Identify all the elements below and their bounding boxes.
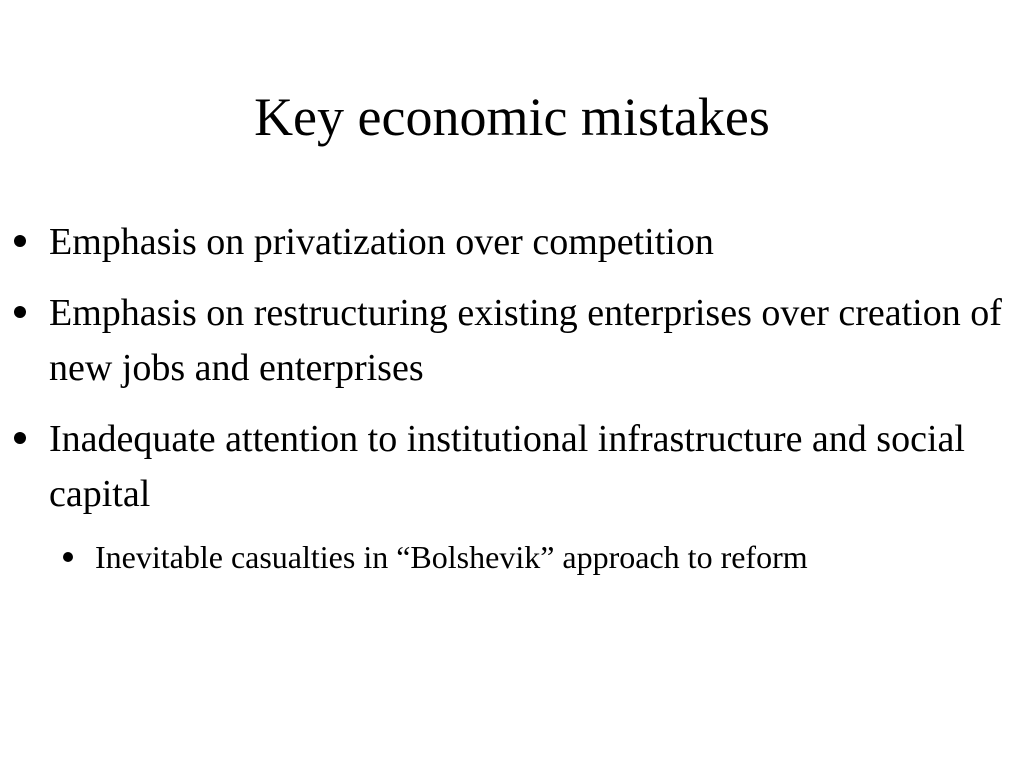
bullet-item [0, 215, 1024, 270]
bullet-text: Inadequate attention to institutional infrastructure and social capital [49, 418, 965, 515]
bullet-dot-icon [14, 306, 26, 318]
sub-bullet-item [0, 535, 1024, 580]
sub-bullet-dot-icon [63, 552, 73, 562]
bullet-item [0, 412, 1024, 522]
bullet-text: Emphasis on restructuring existing enterprises over creation of new jobs and enterprises [49, 292, 1002, 389]
bullet-text: Emphasis on privatization over competition [49, 221, 714, 263]
bullet-list [0, 215, 1024, 580]
slide-title: Key economic mistakes [254, 87, 770, 147]
bullet-item [0, 286, 1024, 396]
bullet-dot-icon [14, 432, 26, 444]
bullet-dot-icon [14, 235, 26, 247]
sub-bullet-text: Inevitable casualties in “Bolshevik” approach to reform [95, 539, 808, 575]
